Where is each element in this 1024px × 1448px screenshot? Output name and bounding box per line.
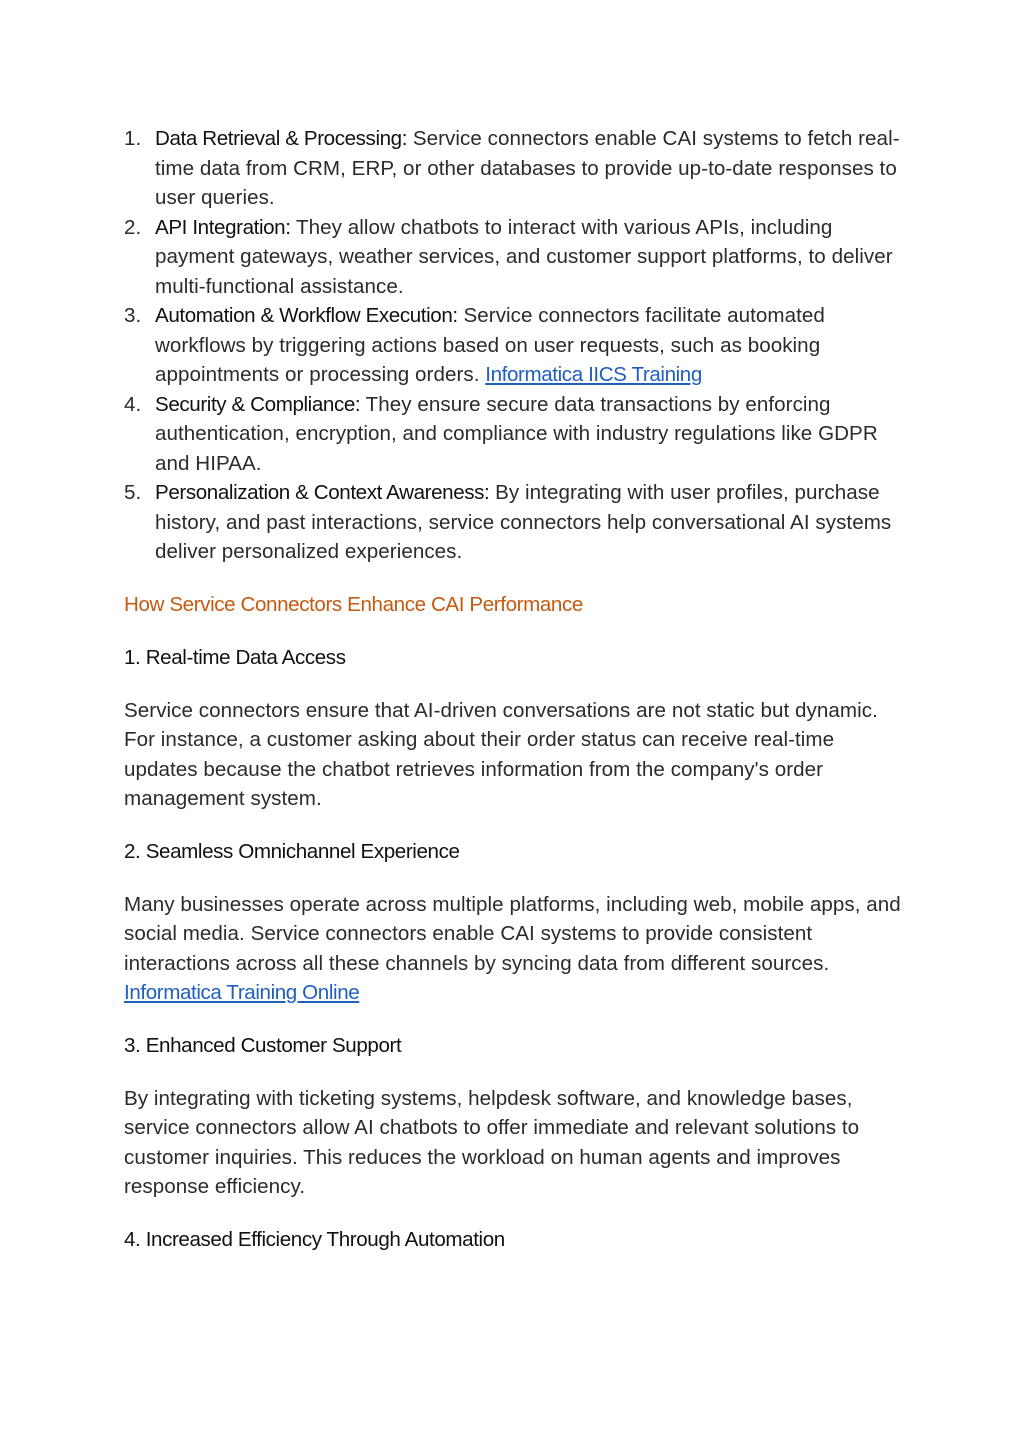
subsection-heading-real-time-data: 1. Real-time Data Access xyxy=(124,645,346,669)
subsection-heading-customer-support: 3. Enhanced Customer Support xyxy=(124,1033,402,1057)
list-item xyxy=(124,301,904,390)
document-page xyxy=(124,124,904,1255)
list-number: 3. xyxy=(124,304,142,327)
list-text: Service connectors facilitate automated workflows by triggering actions based on user requests, such as booking appointments or processing orders. xyxy=(155,304,825,386)
list-item xyxy=(124,213,904,302)
list-item xyxy=(124,478,904,567)
list-text: By integrating with user profiles, purchase history, and past interactions, service connectors help conversational AI systems deliver personalized experiences. xyxy=(155,481,892,563)
paragraph-text: Service connectors ensure that AI-driven conversations are not static but dynamic. For instance, a customer asking about their order status can receive real-time updates because the chatbot retrieves information from the company's order management system. xyxy=(124,698,878,810)
list-number: 5. xyxy=(124,481,142,504)
list-text: Service connectors enable CAI systems to fetch real-time data from CRM, ERP, or other databases to provide up-to-date responses to user queries. xyxy=(155,127,900,209)
list-text: They ensure secure data transactions by enforcing authentication, encryption, and compliance with industry regulations like GDPR and HIPAA. xyxy=(155,392,878,475)
list-item xyxy=(124,390,904,479)
informatica-iics-training-link[interactable]: Informatica IICS Training xyxy=(485,363,702,386)
list-term: Data Retrieval & Processing: xyxy=(155,127,408,150)
paragraph-customer-support xyxy=(124,1084,904,1202)
list-number: 4. xyxy=(124,392,142,416)
paragraph-text: By integrating with ticketing systems, helpdesk software, and knowledge bases, service connectors allow AI chatbots to offer immediate and relevant solutions to customer inquiries. This reduces the workload on human agents and improves response efficiency. xyxy=(124,1086,860,1198)
list-number: 1. xyxy=(124,127,142,150)
paragraph-real-time-data xyxy=(124,696,904,814)
list-term: Personalization & Context Awareness: xyxy=(155,481,490,504)
informatica-training-online-link[interactable]: Informatica Training Online xyxy=(124,981,360,1004)
section-heading: How Service Connectors Enhance CAI Performance xyxy=(124,592,583,616)
subsection-heading-omnichannel: 2. Seamless Omnichannel Experience xyxy=(124,839,460,863)
list-text: They allow chatbots to interact with various APIs, including payment gateways, weather services, and customer support platforms, to deliver multi-functional assistance. xyxy=(155,215,893,298)
intro-list xyxy=(124,124,904,567)
list-term: API Integration: xyxy=(155,215,291,239)
subsection-heading-automation: 4. Increased Efficiency Through Automation xyxy=(124,1227,505,1251)
paragraph-omnichannel xyxy=(124,890,904,1008)
list-item xyxy=(124,124,904,213)
list-term: Security & Compliance: xyxy=(155,392,361,416)
paragraph-text: Many businesses operate across multiple platforms, including web, mobile apps, and social media. Service connectors enable CAI systems to provide consistent interactions across all these channels by syncing data from different sources. xyxy=(124,892,901,975)
list-number: 2. xyxy=(124,215,142,239)
list-term: Automation & Workflow Execution: xyxy=(155,304,458,327)
